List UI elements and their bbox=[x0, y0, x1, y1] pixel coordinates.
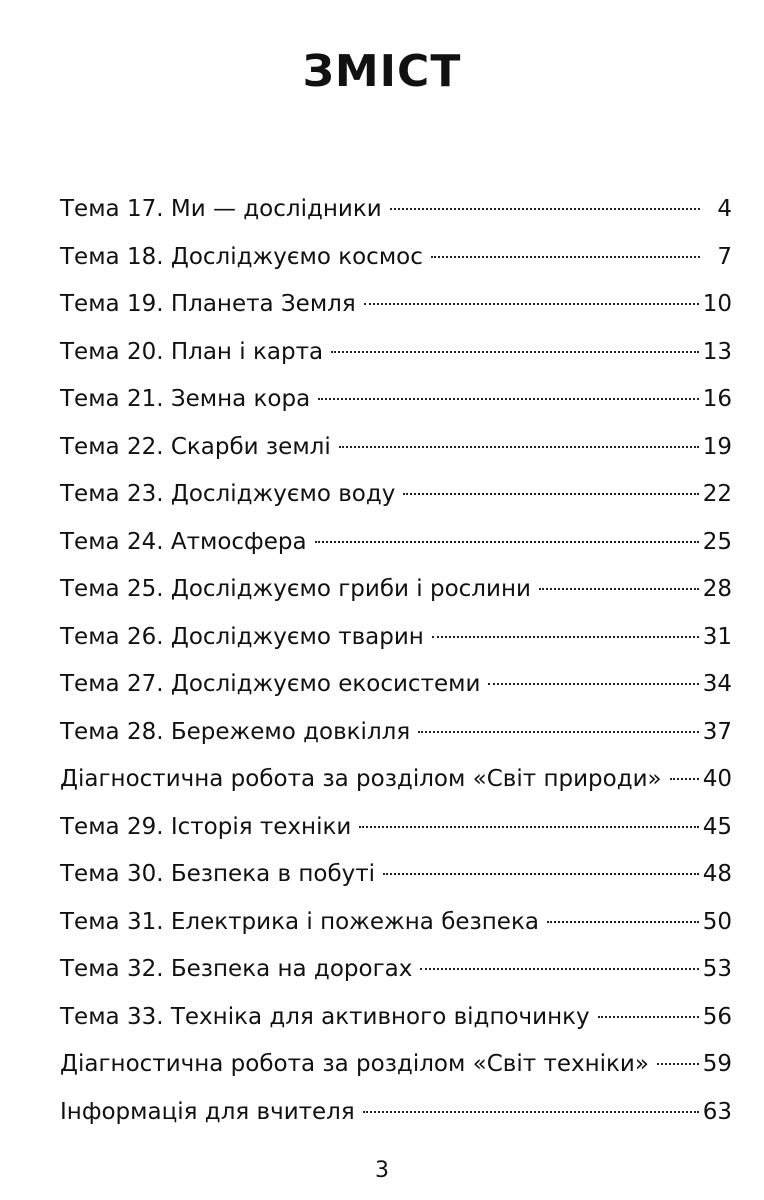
dot-leader bbox=[364, 303, 699, 305]
toc-entry-page: 56 bbox=[702, 1003, 732, 1030]
toc-entry[interactable] bbox=[60, 994, 732, 1042]
toc-entry-page: 22 bbox=[702, 481, 732, 507]
toc-entry[interactable] bbox=[60, 899, 732, 947]
toc-entry-page: 16 bbox=[702, 386, 732, 412]
toc-entry-page: 48 bbox=[702, 861, 732, 887]
toc-entry-title: Тема 20. План і карта bbox=[60, 338, 324, 365]
toc-entry-page: 37 bbox=[702, 718, 732, 745]
toc-entry-page: 50 bbox=[702, 908, 732, 935]
toc-entry[interactable] bbox=[60, 1041, 732, 1089]
toc-entry-page: 7 bbox=[717, 243, 732, 270]
toc-entry[interactable] bbox=[60, 804, 732, 852]
dot-leader bbox=[670, 778, 699, 780]
dot-leader bbox=[339, 446, 699, 448]
toc-entry-page: 4 bbox=[717, 196, 732, 222]
toc-entry[interactable] bbox=[60, 376, 732, 424]
dot-leader bbox=[318, 398, 699, 400]
dot-leader bbox=[547, 921, 699, 923]
toc-entry[interactable] bbox=[60, 329, 732, 377]
toc-entry-title: Тема 18. Досліджуємо космос bbox=[60, 243, 423, 270]
dot-leader bbox=[488, 683, 698, 685]
toc-entry-page: 59 bbox=[702, 1051, 732, 1077]
toc-entry-page: 45 bbox=[702, 813, 732, 840]
dot-leader bbox=[418, 731, 699, 733]
table-of-contents bbox=[60, 186, 732, 1136]
dot-leader bbox=[431, 256, 700, 258]
toc-entry-title: Тема 29. Історія техніки bbox=[60, 813, 352, 840]
page-title: ЗМІСТ bbox=[302, 46, 462, 97]
dot-leader bbox=[315, 541, 699, 543]
toc-entry[interactable] bbox=[60, 1089, 732, 1137]
toc-entry-title: Тема 19. Планета Земля bbox=[60, 291, 356, 317]
toc-entry-title: Тема 27. Досліджуємо екосистеми bbox=[60, 671, 481, 697]
toc-entry[interactable] bbox=[60, 519, 732, 567]
toc-entry-title: Тема 25. Досліджуємо гриби і рослини bbox=[60, 576, 531, 602]
toc-entry[interactable] bbox=[60, 234, 732, 282]
dot-leader bbox=[383, 873, 699, 875]
toc-entry-title: Діагностична робота за розділом «Світ природи» bbox=[60, 766, 662, 792]
page-number: 3 bbox=[375, 1158, 389, 1183]
toc-entry-page: 13 bbox=[702, 338, 732, 365]
toc-entry-title: Тема 24. Атмосфера bbox=[60, 528, 307, 555]
toc-entry[interactable] bbox=[60, 756, 732, 804]
toc-entry-title: Інформація для вчителя bbox=[60, 1098, 355, 1125]
toc-entry-page: 31 bbox=[702, 623, 732, 650]
toc-entry-page: 40 bbox=[702, 766, 732, 792]
toc-entry[interactable] bbox=[60, 566, 732, 614]
toc-entry[interactable] bbox=[60, 186, 732, 234]
toc-entry-title: Тема 26. Досліджуємо тварин bbox=[60, 623, 424, 650]
dot-leader bbox=[598, 1016, 699, 1018]
dot-leader bbox=[420, 968, 698, 970]
toc-entry[interactable] bbox=[60, 614, 732, 662]
dot-leader bbox=[432, 636, 699, 638]
toc-entry-page: 53 bbox=[702, 956, 732, 982]
dot-leader bbox=[359, 826, 698, 828]
toc-entry-title: Тема 32. Безпека на дорогах bbox=[60, 956, 413, 982]
toc-entry-page: 25 bbox=[702, 528, 732, 555]
dot-leader bbox=[403, 493, 698, 495]
dot-leader bbox=[390, 208, 700, 210]
toc-entry[interactable] bbox=[60, 946, 732, 994]
toc-entry-title: Тема 22. Скарби землі bbox=[60, 433, 331, 460]
toc-entry-title: Тема 30. Безпека в побуті bbox=[60, 861, 376, 887]
toc-entry-page: 28 bbox=[702, 576, 732, 602]
toc-entry[interactable] bbox=[60, 851, 732, 899]
toc-entry-title: Тема 17. Ми — дослідники bbox=[60, 196, 382, 222]
dot-leader bbox=[657, 1063, 699, 1065]
dot-leader bbox=[363, 1111, 699, 1113]
toc-entry[interactable] bbox=[60, 709, 732, 757]
dot-leader bbox=[331, 351, 699, 353]
toc-entry[interactable] bbox=[60, 281, 732, 329]
toc-entry-page: 34 bbox=[702, 671, 732, 697]
toc-entry-title: Тема 33. Техніка для активного відпочинку bbox=[60, 1003, 590, 1030]
toc-entry-title: Тема 28. Бережемо довкілля bbox=[60, 718, 411, 745]
toc-entry-page: 63 bbox=[702, 1098, 732, 1125]
toc-entry-page: 19 bbox=[702, 433, 732, 460]
toc-entry-title: Тема 31. Електрика і пожежна безпека bbox=[60, 908, 539, 935]
toc-entry-title: Тема 21. Земна кора bbox=[60, 386, 311, 412]
dot-leader bbox=[539, 588, 699, 590]
toc-entry[interactable] bbox=[60, 471, 732, 519]
toc-entry-title: Тема 23. Досліджуємо воду bbox=[60, 481, 396, 507]
toc-entry[interactable] bbox=[60, 424, 732, 472]
toc-entry-page: 10 bbox=[702, 291, 732, 317]
toc-entry[interactable] bbox=[60, 661, 732, 709]
toc-entry-title: Діагностична робота за розділом «Світ техніки» bbox=[60, 1051, 649, 1077]
